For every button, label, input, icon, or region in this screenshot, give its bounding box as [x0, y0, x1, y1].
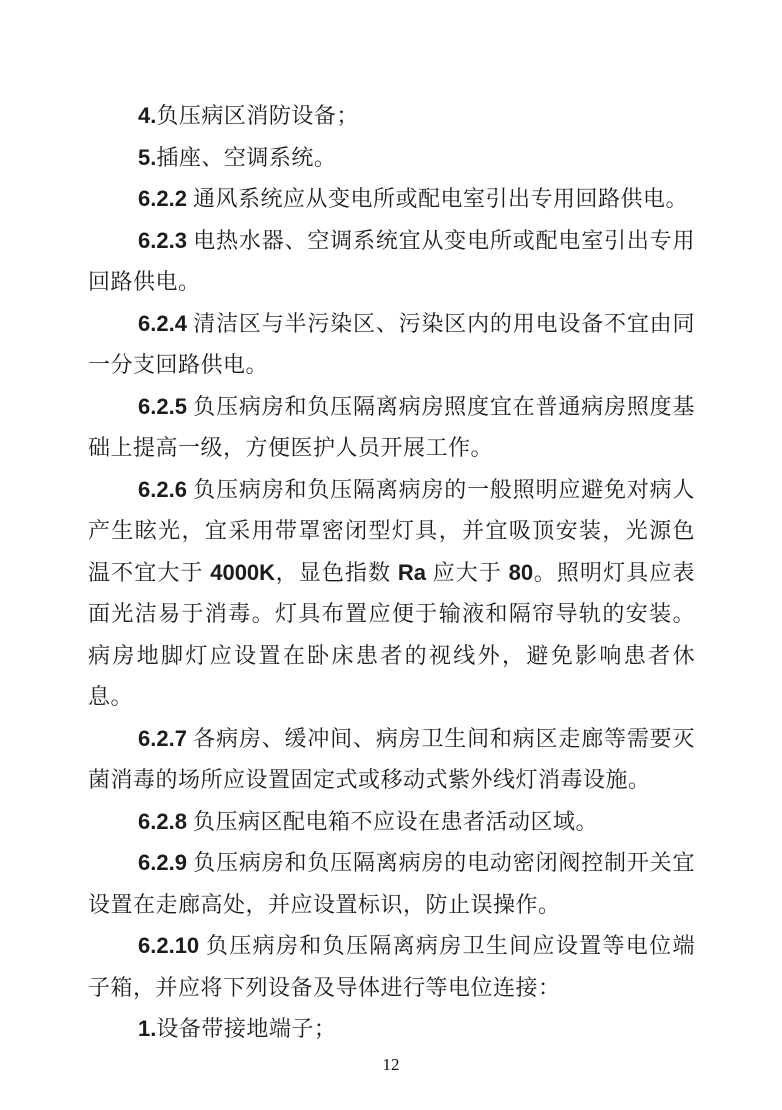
para-6-2-4: [88, 303, 695, 386]
document-body: [88, 95, 695, 1050]
list-number: 1.: [138, 1016, 157, 1041]
section-number: 6.2.7: [138, 725, 187, 751]
paragraph-text: 设备带接地端子；: [156, 1016, 337, 1041]
paragraph-text: 负压病区配电箱不应设在患者活动区域。: [186, 808, 598, 834]
page-number: 12: [382, 1055, 400, 1074]
section-number: 6.2.5: [138, 393, 187, 419]
para-6-2-7: [88, 718, 695, 801]
para-6-2-5: [88, 386, 695, 469]
para-item-1: [88, 1008, 695, 1050]
para-6-2-2: [88, 178, 695, 220]
para-6-2-9: [88, 842, 695, 925]
para-6-2-6: [88, 469, 695, 718]
section-number: 6.2.9: [138, 850, 187, 875]
para-item-4: [88, 95, 695, 137]
paragraph-text: 负压病房和负压隔离病房的电动密闭阀控制开关宜设置在走廊高处，并应设置标识，防止误操作。: [88, 850, 695, 917]
paragraph-text: 负压病房和负压隔离病房的一般照明应避免对病人产生眩光，宜采用带罩密闭型灯具，并宜吸顶安装，光源色温不宜大于 4000K，显色指数 Ra 应大于 80。照明灯具应表面光洁易于消毒。灯具布置应便于输液和隔帘导轨的安装。病房地脚灯应设置在卧床患者的视线外，避免影响患者休息。: [88, 476, 695, 709]
paragraph-text: 负压病房和负压隔离病房卫生间应设置等电位端子箱，并应将下列设备及导体进行等电位连接：: [88, 933, 695, 1000]
paragraph-text: 清洁区与半污染区、污染区内的用电设备不宜由同一分支回路供电。: [88, 310, 695, 377]
paragraph-text: 电热水器、空调系统宜从变电所或配电室引出专用回路供电。: [88, 227, 695, 294]
list-number: 5.: [138, 144, 157, 170]
paragraph-text: 通风系统应从变电所或配电室引出专用回路供电。: [186, 186, 688, 211]
section-number: 6.2.10: [138, 933, 200, 958]
section-number: 6.2.8: [138, 808, 187, 834]
section-number: 6.2.6: [138, 476, 187, 502]
paragraph-text: 各病房、缓冲间、病房卫生间和病区走廊等需要灭菌消毒的场所应设置固定式或移动式紫外线灯消毒设施。: [88, 725, 695, 792]
paragraph-text: 负压病区消防设备；: [156, 103, 359, 128]
paragraph-text: 负压病房和负压隔离病房照度宜在普通病房照度基础上提高一级，方便医护人员开展工作。: [88, 393, 695, 460]
para-item-5: [88, 137, 695, 179]
section-number: 6.2.3: [138, 227, 187, 253]
list-number: 4.: [138, 103, 157, 128]
para-6-2-3: [88, 220, 695, 303]
para-6-2-8: [88, 801, 695, 843]
section-number: 6.2.2: [138, 186, 187, 211]
para-6-2-10: [88, 925, 695, 1008]
section-number: 6.2.4: [138, 310, 187, 336]
paragraph-text: 插座、空调系统。: [156, 144, 337, 170]
